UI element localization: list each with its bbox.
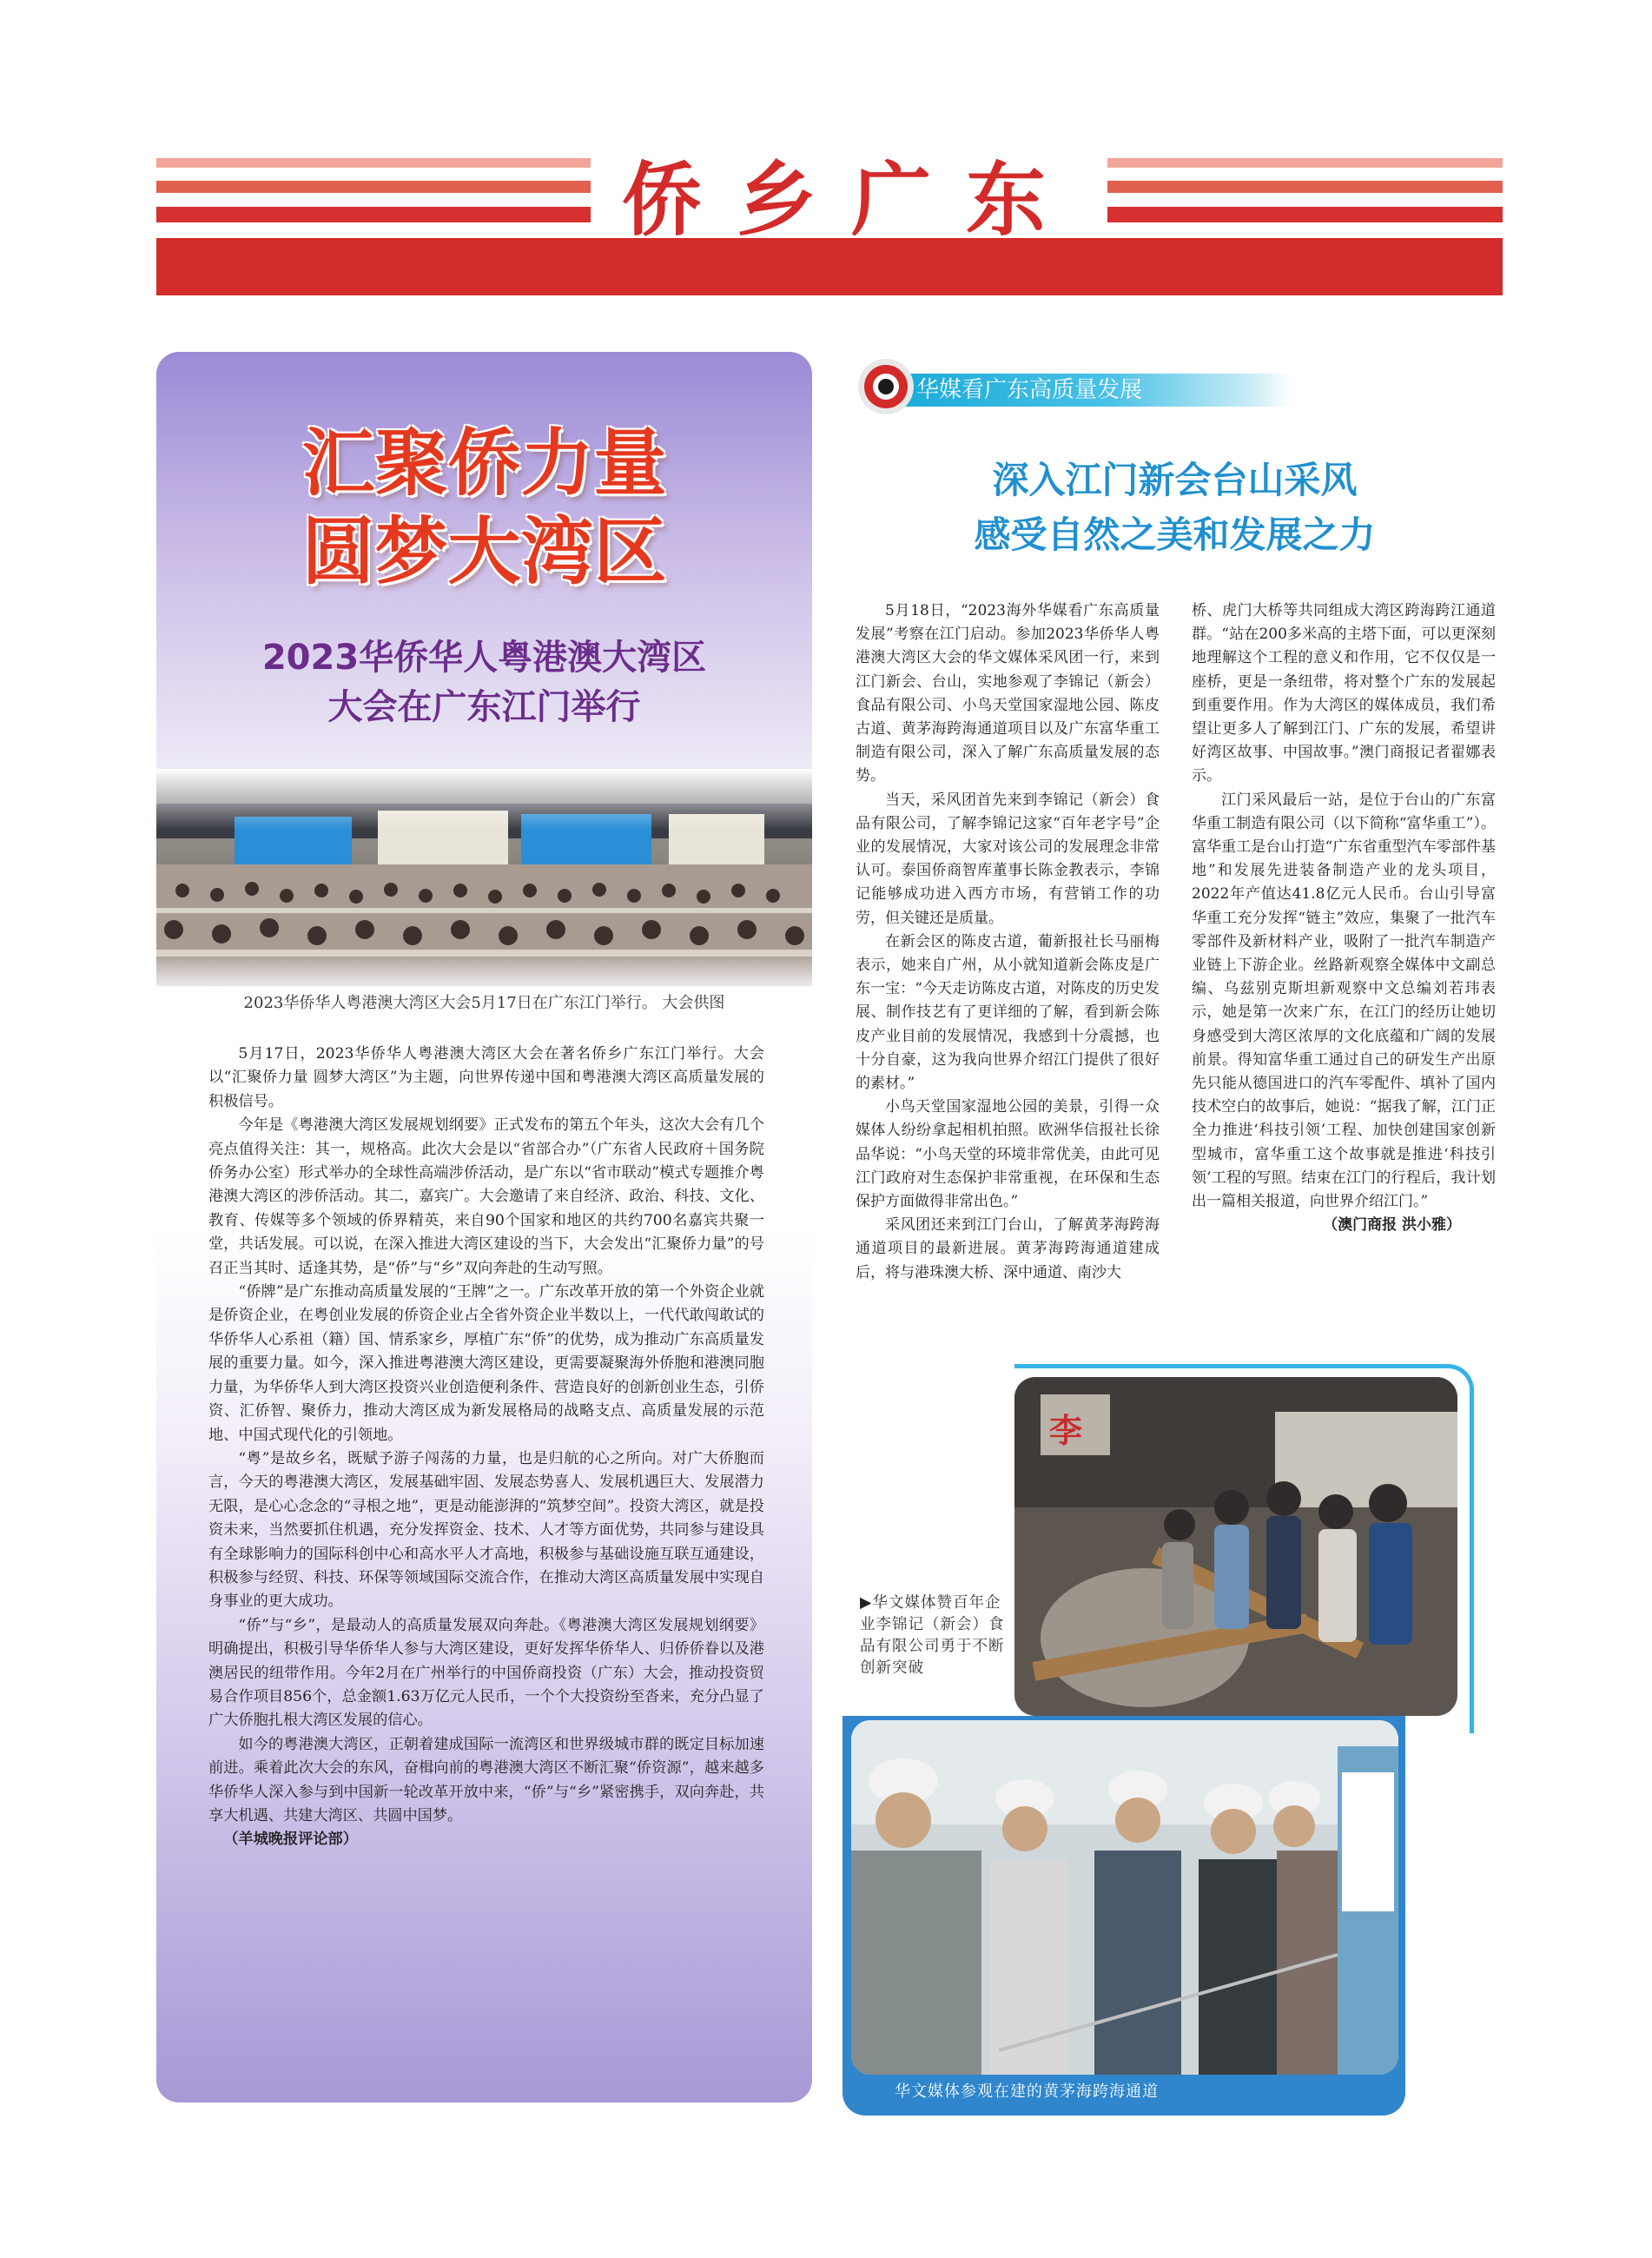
left-byline: （羊城晚报评论部） xyxy=(223,1831,358,1849)
headline-line2: 圆梦大湾区 xyxy=(301,509,667,594)
conference-photo-caption: 2023华侨华人粤港澳大湾区大会5月17日在广东江门举行。 大会供图 xyxy=(243,994,725,1012)
paragraph: 在新会区的陈皮古道，葡新报社长马丽梅表示，她来自广州，从小就知道新会陈皮是广东一宝：“今天走访陈皮古道，对陈皮的历史发展、制作技艺有了更详细的了解，看到新会陈皮产业目前的发展情况，我感到十分震撼，也十分自豪，这为我向世界介绍江门提供了很好的素材。” xyxy=(856,932,1160,1093)
eye-icon xyxy=(856,356,916,417)
feature-panel xyxy=(156,352,812,2102)
right-byline: （澳门商报 洪小雅） xyxy=(1323,1216,1461,1235)
svg-text:李: 李 xyxy=(1049,1412,1083,1450)
paragraph: “侨”与“乡”，是最动人的高质量发展双向奔赴。《粤港澳大湾区发展规划纲要》明确提出，积极引导华侨华人参与大湾区建设，更好发挥华侨华人、归侨侨眷以及港澳居民的纽带作用。今年2月在广州举行的中国侨商投资（广东）大会，推动投资贸易合作项目856个，总金额1.63万亿元人民币，一个个大投资纷至沓来，充分凸显了广大侨胞扎根大湾区发展的信心。 xyxy=(208,1616,764,1730)
right-title-line2: 感受自然之美和发展之力 xyxy=(974,513,1376,556)
paragraph: 小鸟天堂国家湿地公园的美景，引得一众媒体人纷纷拿起相机拍照。欧洲华信报社长徐品华说：“小鸟天堂的环境非常优美，由此可见江门政府对生态保护非常重视，在环保和生态保护方面做得非常出色。” xyxy=(856,1098,1160,1211)
paragraph: 5月18日，“2023海外华媒看广东高质量发展”考察在江门启动。参加2023华侨华人粤港澳大湾区大会的华文媒体采风团一行，来到江门新会、台山，实地参观了李锦记（新会）食品有限公司、小鸟天堂国家湿地公园、陈皮古道、黄茅海跨海通道项目以及广东富华重工制造有限公司，深入了解广东高质量发展的态势。 xyxy=(856,602,1160,785)
paragraph: “侨牌”是广东推动高质量发展的“王牌”之一。广东改革开放的第一个外资企业就是侨资企业，在粤创业发展的侨资企业占全省外资企业半数以上，一代代敢闯敢试的华侨华人心系祖（籍）国、情系家乡，厚植广东“侨”的优势，成为推动广东高质量发展的重要力量。如今，深入推进粤港澳大湾区建设，更需要凝聚海外侨胞和港澳同胞力量，为华侨华人到大湾区投资兴业创造便利条件、营造良好的创新创业生态，引侨资、汇侨智、聚侨力，推动大湾区成为新发展格局的战略支点、高质量发展的示范地、中国式现代化的引领地。 xyxy=(208,1283,764,1444)
conference-photo xyxy=(156,769,812,986)
subhead-line1: 2023华侨华人粤港澳大湾区 xyxy=(261,638,707,678)
right-article-body xyxy=(856,599,1503,1355)
right-column-1 xyxy=(856,599,1160,1285)
paragraph: 当天，采风团首先来到李锦记（新会）食品有限公司，了解李锦记这家“百年老字号”企业的发展情况，大家对该公司的发展理念非常认可。泰国侨商智库董事长陈金教表示，李锦记能够成功进入西方市场，有营销工作的功劳，但关键还是质量。 xyxy=(856,791,1160,927)
right-title-line1: 深入江门新会台山采风 xyxy=(992,459,1358,501)
caption-text: 华文媒体赞百年企业李锦记（新会）食品有限公司勇于不断创新突破 xyxy=(860,1594,1005,1677)
tag-label: 华媒看广东高质量发展 xyxy=(916,377,1143,403)
masthead xyxy=(156,154,1503,295)
paragraph: 今年是《粤港澳大湾区发展规划纲要》正式发布的第五个年头，这次大会有几个亮点值得关注：其一，规格高。此次大会是以“省部合办”（广东省人民政府＋国务院侨务办公室）形式举办的全球性高端涉侨活动，是广东以“省市联动”模式专题推介粤港澳大湾区的涉侨活动。其二，嘉宾广。大会邀请了来自经济、政治、科技、文化、教育、传媒等多个领域的侨界精英，来自90个国家和地区的共约700名嘉宾共聚一堂，共话发展。可以说，在深入推进大湾区建设的当下，大会发出“汇聚侨力量”的号召正当其时、适逢其势，是“侨”与“乡”双向奔赴的生动写照。 xyxy=(208,1116,764,1277)
paragraph: 5月17日，2023华侨华人粤港澳大湾区大会在著名侨乡广东江门举行。大会以“汇聚侨力量 圆梦大湾区”为主题，向世界传递中国和粤港澳大湾区高质量发展的积极信号。 xyxy=(208,1045,764,1110)
museum-photo-caption xyxy=(860,1593,1008,1679)
construction-photo-caption: 华文媒体参观在建的黄茅海跨海通道 xyxy=(895,2083,1159,2101)
paragraph: 采风团还来到江门台山，了解黄茅海跨海通道项目的最新进展。黄茅海跨海通道建成后，将与港珠澳大桥、深中通道、南沙大 xyxy=(856,1216,1160,1281)
right-column-2 xyxy=(1192,599,1496,1237)
paragraph-continued: 桥、虎门大桥等共同组成大湾区跨海跨江通道群。“站在200多米高的主塔下面，可以更深刻地理解这个工程的意义和作用，它不仅仅是一座桥，更是一条纽带，将对整个广东的发展起到重要作用。作为大湾区的媒体成员，我们希望让更多人了解到江门、广东的发展，希望讲好湾区故事、中国故事。”澳门商报记者翟娜表示。 xyxy=(1192,602,1496,785)
section-title: 侨乡广东 xyxy=(621,154,1080,247)
subhead-line2: 大会在广东江门举行 xyxy=(327,687,641,727)
paragraph: 如今的粤港澳大湾区，正朝着建成国际一流湾区和世界级城市群的既定目标加速前进。乘着此次大会的东风，奋楫向前的粤港澳大湾区不断汇聚“侨资源”，越来越多华侨华人深入参与到中国新一轮改革开放中来，“侨”与“乡”紧密携手，双向奔赴，共享大机遇、共建大湾区、共圆中国梦。 xyxy=(208,1735,764,1824)
museum-photo xyxy=(1014,1377,1457,1716)
paragraph: 江门采风最后一站，是位于台山的广东富华重工制造有限公司（以下简称“富华重工”）。富华重工是台山打造“广东省重型汽车零部件基地”和发展先进装备制造产业的龙头项目，2022年产值达41.8亿元人民币。台山引导富华重工充分发挥“链主”效应，集聚了一批汽车零部件及新材料产业，吸附了一批汽车制造产业链上下游企业。丝路新观察全媒体中文副总编、乌兹别克斯坦新观察中文总编刘若玮表示，她是第一次来广东，在江门的经历让她切身感受到大湾区浓厚的文化底蕴和广阔的发展前景。得知富华重工通过自己的研发生产出原先只能从德国进口的汽车零配件、填补了国内技术空白的故事后，她说：“据我了解，江门正全力推进‘科技引领’工程、加快创建国家创新型城市，富华重工这个故事就是推进‘科技引领’工程的写照。结束在江门的行程后，我计划出一篇相关报道，向世界介绍江门。” xyxy=(1192,791,1496,1211)
left-article-body xyxy=(208,1043,764,1852)
paragraph: “粤”是故乡名，既赋予游子闯荡的力量，也是归航的心之所向。对广大侨胞而言，今天的粤港澳大湾区，发展基础牢固、发展态势喜人、发展机遇巨大、发展潜力无限，是心心念念的“寻根之地”，更是动能澎湃的“筑梦空间”。投资大湾区，就是投资未来，当然要抓住机遇，充分发挥资金、技术、人才等方面优势，共同参与建设具有全球影响力的国际科创中心和高水平人才高地，积极参与基础设施互联互通建设，积极参与经贸、科技、环保等领域国际交流合作，在推动大湾区高质量发展中实现自身事业的更大成功。 xyxy=(208,1449,764,1611)
column-tag xyxy=(856,356,1307,419)
triangle-icon: ▶ xyxy=(860,1594,873,1612)
construction-photo xyxy=(851,1720,1398,2075)
headline-line1: 汇聚侨力量 xyxy=(301,420,667,506)
